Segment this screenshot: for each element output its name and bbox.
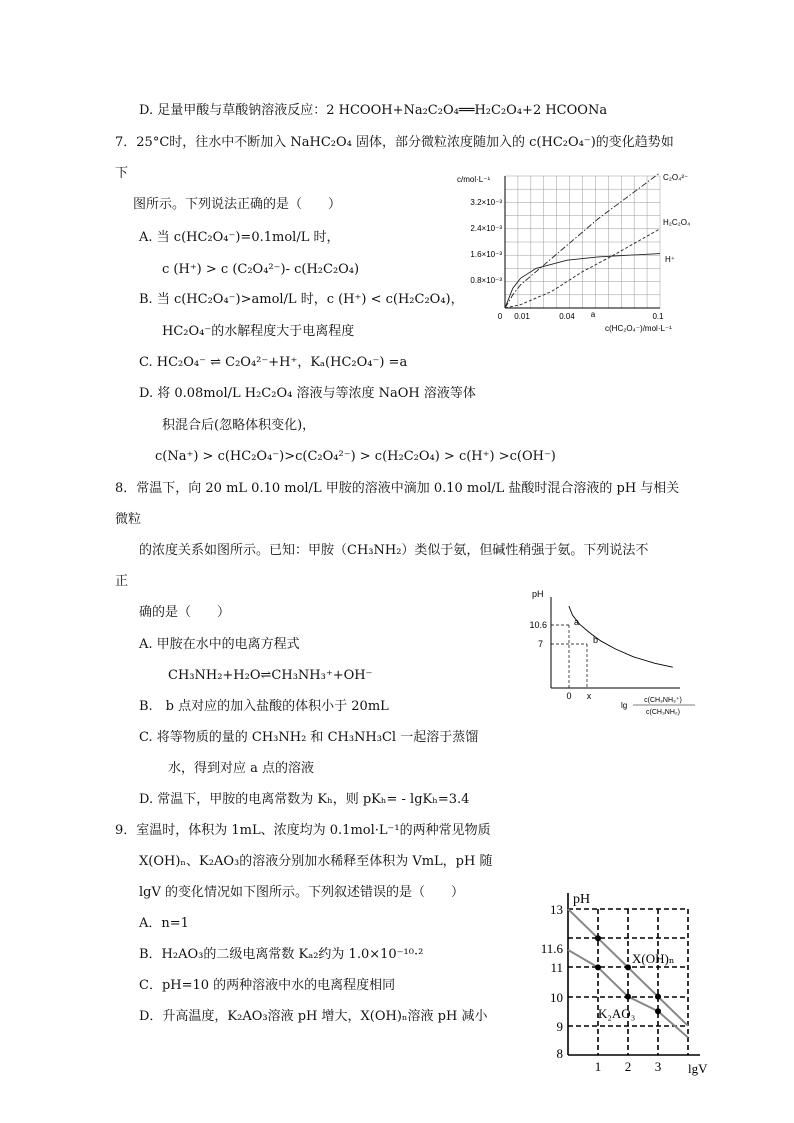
q8-chart bbox=[505, 585, 705, 720]
q8-point-b-label: b bbox=[593, 635, 599, 645]
q9-ytick-label: 10 bbox=[550, 990, 563, 1005]
q9-data-point bbox=[625, 964, 631, 970]
q9-ytick-label: 8 bbox=[556, 1046, 563, 1061]
q7-ytick-label: 0.8×10⁻³ bbox=[470, 276, 502, 285]
q8-stem-line2: 微粒 bbox=[115, 512, 142, 527]
q9-data-point bbox=[625, 994, 631, 1000]
q8-stem-line1: 8．常温下，向 20 mL 0.10 mol/L 甲胺的溶液中滴加 0.10 mol/L 盐酸时混合溶液的 pH 与相关 bbox=[115, 481, 680, 496]
q9-ytick-label: 9 bbox=[556, 1019, 563, 1034]
q8-x-axis-label-prefix: lg bbox=[621, 701, 628, 710]
q8-option-d: D. 常温下，甲胺的电离常数为 Kₕ，则 pKₕ= - lgKₕ=3.4 bbox=[139, 792, 470, 807]
q7-chart bbox=[455, 168, 705, 338]
q6-option-d: D. 足量甲酸与草酸钠溶液反应：2 HCOOH+Na₂C₂O₄══H₂C₂O₄+2 HCOONa bbox=[139, 103, 608, 118]
q9-y-axis-label: pH bbox=[573, 892, 591, 907]
q9-data-point bbox=[595, 935, 601, 941]
q9-x-axis-label: lgV bbox=[688, 1061, 708, 1076]
q8-x-axis-label-den: c(CH₃NH₂) bbox=[646, 709, 680, 716]
q7-option-d-line2: 积混合后(忽略体积变化)， bbox=[162, 418, 316, 433]
q7-x-axis-label: c(HC₂O₄⁻)/mol·L⁻¹ bbox=[605, 324, 672, 333]
q8-stem-line4: 正 bbox=[115, 574, 129, 589]
q9-stem-line2: X(OH)ₙ、K₂AO₃的溶液分别加水稀释至体积为 VmL，pH 随 bbox=[139, 854, 493, 869]
q7-option-c: C. HC₂O₄⁻ ⇌ C₂O₄²⁻+H⁺，Kₐ(HC₂O₄⁻) =a bbox=[139, 355, 408, 370]
q7-xtick-label: 0.04 bbox=[559, 312, 575, 321]
q9-data-point bbox=[655, 994, 661, 1000]
q7-ytick-label: 2.4×10⁻³ bbox=[470, 224, 502, 233]
q8-option-a-line2: CH₃NH₂+H₂O⇌CH₃NH₃⁺+OH⁻ bbox=[168, 668, 373, 683]
q9-option-a: A．n=1 bbox=[139, 916, 189, 931]
q9-data-point bbox=[595, 964, 601, 970]
q8-ytick-label: 10.6 bbox=[529, 620, 547, 630]
q8-stem-line3: 的浓度关系如图所示。已知：甲胺（CH₃NH₂）类似于氨，但碱性稍强于氨。下列说法不 bbox=[139, 543, 649, 558]
q9-gridlines bbox=[568, 909, 688, 1055]
q8-option-c-line1: C. 将等物质的量的 CH₃NH₂ 和 CH₃NH₃Cl 一起溶于蒸馏 bbox=[139, 730, 479, 745]
q7-xtick-label: 0 bbox=[497, 312, 503, 321]
q8-y-axis-label: pH bbox=[532, 589, 544, 599]
q8-ytick-label: 7 bbox=[537, 639, 543, 649]
q9-ytick-label: 11.6 bbox=[540, 941, 563, 956]
q9-ytick-label: 13 bbox=[550, 902, 563, 917]
q7-option-b-line2: HC₂O₄⁻的水解程度大于电离程度 bbox=[162, 324, 355, 339]
q9-option-b: B．H₂AO₃的二级电离常数 Kₐ₂约为 1.0×10⁻¹⁰·² bbox=[139, 947, 424, 962]
q7-option-a-line1: A. 当 c(HC₂O₄⁻)=0.1mol/L 时， bbox=[139, 230, 340, 245]
q7-stem-line3: 图所示。下列说法正确的是（ ） bbox=[133, 197, 342, 212]
q7-y-axis-label: c/mol·L⁻¹ bbox=[457, 175, 491, 184]
q9-option-d: D．升高温度，K₂AO₃溶液 pH 增大，X(OH)ₙ溶液 pH 减小 bbox=[139, 1009, 488, 1024]
q8-option-b: B. b 点对应的加入盐酸的体积小于 20mL bbox=[139, 699, 389, 714]
q8-option-c-line2: 水，得到对应 a 点的溶液 bbox=[168, 761, 315, 776]
q9-chart bbox=[528, 885, 718, 1080]
q9-legend-xohn: X(OH)ₙ bbox=[632, 951, 675, 966]
q8-stem-line5: 确的是（ ） bbox=[139, 605, 231, 620]
q7-xtick-label: 0.1 bbox=[652, 312, 664, 321]
q8-xtick-label: 0 bbox=[566, 691, 572, 701]
q7-xtick-label: a bbox=[590, 310, 596, 319]
q7-stem-line1: 7．25°C时，往水中不断加入 NaHC₂O₄ 固体，部分微粒浓度随加入的 c(HC₂O₄⁻)的变化趋势如 bbox=[115, 135, 674, 150]
q9-xtick-label: 1 bbox=[594, 1059, 602, 1074]
q9-xtick-label: 2 bbox=[624, 1059, 632, 1074]
q7-legend-h-plus: H⁺ bbox=[665, 255, 675, 264]
q9-legend-k2ao3: K₂AO₃ bbox=[598, 1006, 636, 1021]
q7-xtick-label: 0.01 bbox=[514, 312, 530, 321]
q7-legend-c2o4: C₂O₄²⁻ bbox=[663, 173, 689, 182]
q7-ytick-label: 1.6×10⁻³ bbox=[470, 250, 502, 259]
q8-option-a-line1: A. 甲胺在水中的电离方程式 bbox=[139, 637, 300, 652]
q7-option-b-line1: B. 当 c(HC₂O₄⁻)>amol/L 时，c (H⁺) < c(H₂C₂O₄)， bbox=[139, 292, 464, 307]
q8-curve bbox=[569, 606, 673, 667]
q7-option-a-line2: c (H⁺) > c (C₂O₄²⁻)- c(H₂C₂O₄) bbox=[162, 262, 360, 277]
q8-xtick-label: x bbox=[586, 691, 592, 701]
q9-stem-line1: 9．室温时，体积为 1mL、浓度均为 0.1mol·L⁻¹的两种常见物质 bbox=[115, 823, 491, 838]
q7-option-d-line3: c(Na⁺) > c(HC₂O₄⁻)>c(C₂O₄²⁻) > c(H₂C₂O₄) > c(H⁺) >c(OH⁻) bbox=[155, 449, 556, 464]
q7-legend-h2c2o4: H₂C₂O₄ bbox=[663, 218, 691, 227]
q9-xtick-label: 3 bbox=[654, 1059, 662, 1074]
q7-option-d-line1: D. 将 0.08mol/L H₂C₂O₄ 溶液与等浓度 NaOH 溶液等体 bbox=[139, 386, 476, 401]
q7-stem-line2: 下 bbox=[115, 166, 129, 181]
q9-option-c: C．pH=10 的两种溶液中水的电离程度相同 bbox=[139, 978, 396, 993]
q7-gridlines bbox=[505, 176, 660, 308]
q9-ytick-label: 11 bbox=[550, 960, 563, 975]
q7-ytick-label: 3.2×10⁻³ bbox=[470, 198, 502, 207]
q8-x-axis-label-num: c(CH₃NH₃⁺) bbox=[644, 697, 682, 704]
q9-data-point bbox=[655, 1008, 661, 1014]
q8-point-a-label: a bbox=[574, 617, 580, 627]
q9-stem-line3: lgV 的变化情况如下图所示。下列叙述错误的是（ ） bbox=[139, 885, 465, 900]
